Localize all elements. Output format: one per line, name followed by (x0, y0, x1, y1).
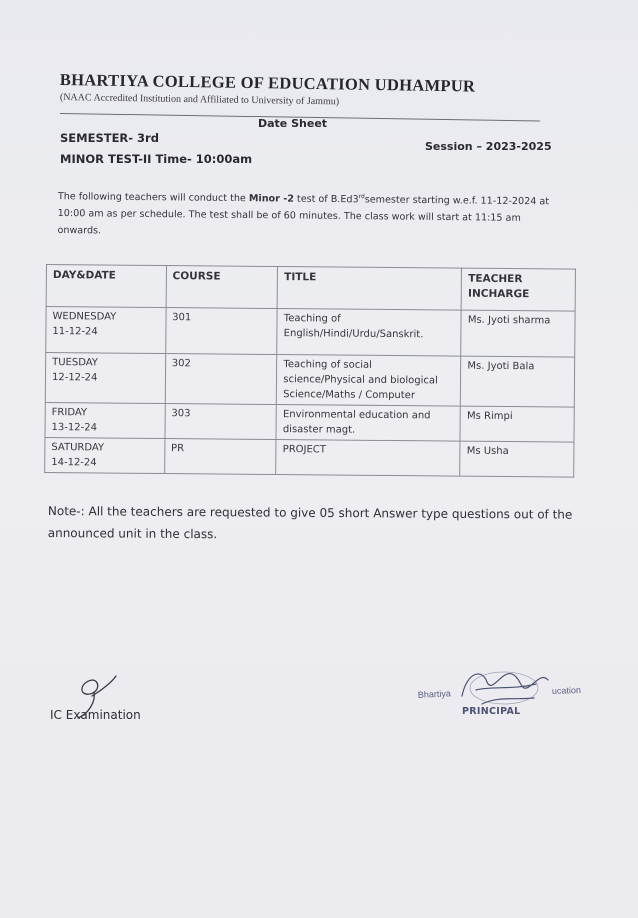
date-text: 11-12-24 (52, 326, 98, 338)
header-course: COURSE (166, 266, 278, 309)
svg-text:Bhartiya: Bhartiya (417, 688, 452, 700)
day-date-cell (45, 437, 165, 473)
course-cell: 302 (165, 354, 277, 405)
course-cell: 301 (165, 308, 277, 355)
day-text: SATURDAY (51, 442, 105, 454)
day-date-cell (46, 307, 166, 354)
day-date-cell (45, 353, 165, 404)
note-text: Note-: All the teachers are requested to give 05 short Answer type questions out of the announced unit in the class. (47, 503, 573, 542)
principal-label: PRINCIPAL (462, 706, 521, 717)
day-text: WEDNESDAY (52, 311, 117, 323)
teacher-cell: Ms Usha (460, 441, 574, 477)
header-day-date: DAY&DATE (46, 265, 166, 308)
title-cell: PROJECT (276, 440, 460, 477)
schedule-table (44, 264, 576, 478)
title-cell: Teaching of social science/Physical and biological Science/Maths / Computer (277, 355, 461, 407)
table-row (45, 353, 574, 408)
intro-text-3: semester starting w.e.f. 11-12-2024 at 10:00 am as per schedule. The test shall be of 60 minutes. The class work will start at 11:15 am onwards. (57, 194, 550, 237)
date-text: 14-12-24 (51, 457, 97, 469)
session-label: Session – 2023-2025 (425, 140, 552, 153)
intro-text-2: test of B.Ed3 (293, 193, 359, 206)
header-teacher: TEACHER INCHARGE (461, 268, 575, 311)
intro-text-1: The following teachers will conduct the (57, 191, 249, 205)
document-title: Date Sheet (258, 117, 328, 130)
test-time-label: MINOR TEST-II Time- 10:00am (60, 152, 253, 166)
title-cell: Environmental education and disaster magt. (276, 405, 460, 442)
course-cell: 303 (165, 404, 277, 440)
date-text: 12-12-24 (51, 372, 98, 384)
course-cell: PR (164, 439, 276, 475)
teacher-cell: Ms. Jyoti sharma (461, 310, 575, 357)
intro-bold: Minor -2 (248, 193, 294, 205)
teacher-cell: Ms. Jyoti Bala (461, 356, 575, 407)
svg-text:ucation: ucation (551, 684, 582, 696)
day-date-cell (45, 402, 165, 438)
table-row (45, 437, 574, 477)
day-text: FRIDAY (51, 407, 88, 419)
table-row (45, 402, 574, 442)
date-text: 13-12-24 (51, 422, 98, 434)
header-title: TITLE (277, 267, 461, 311)
table-row (46, 307, 575, 358)
day-text: TUESDAY (52, 357, 98, 369)
accreditation-line: (NAAC Accredited Institution and Affiliated to University of Jammu) (59, 92, 340, 108)
teacher-cell: Ms Rimpi (460, 406, 574, 442)
semester-label: SEMESTER- 3rd (60, 131, 159, 145)
table-header-row (46, 265, 575, 312)
title-cell: Teaching of English/Hindi/Urdu/Sanskrit. (277, 309, 461, 357)
college-name: BHARTIYA COLLEGE OF EDUCATION UDHAMPUR (59, 70, 476, 96)
intro-sup: rd (358, 193, 365, 201)
intro-paragraph (57, 185, 566, 245)
ic-examination-label: IC Examination (50, 708, 141, 722)
